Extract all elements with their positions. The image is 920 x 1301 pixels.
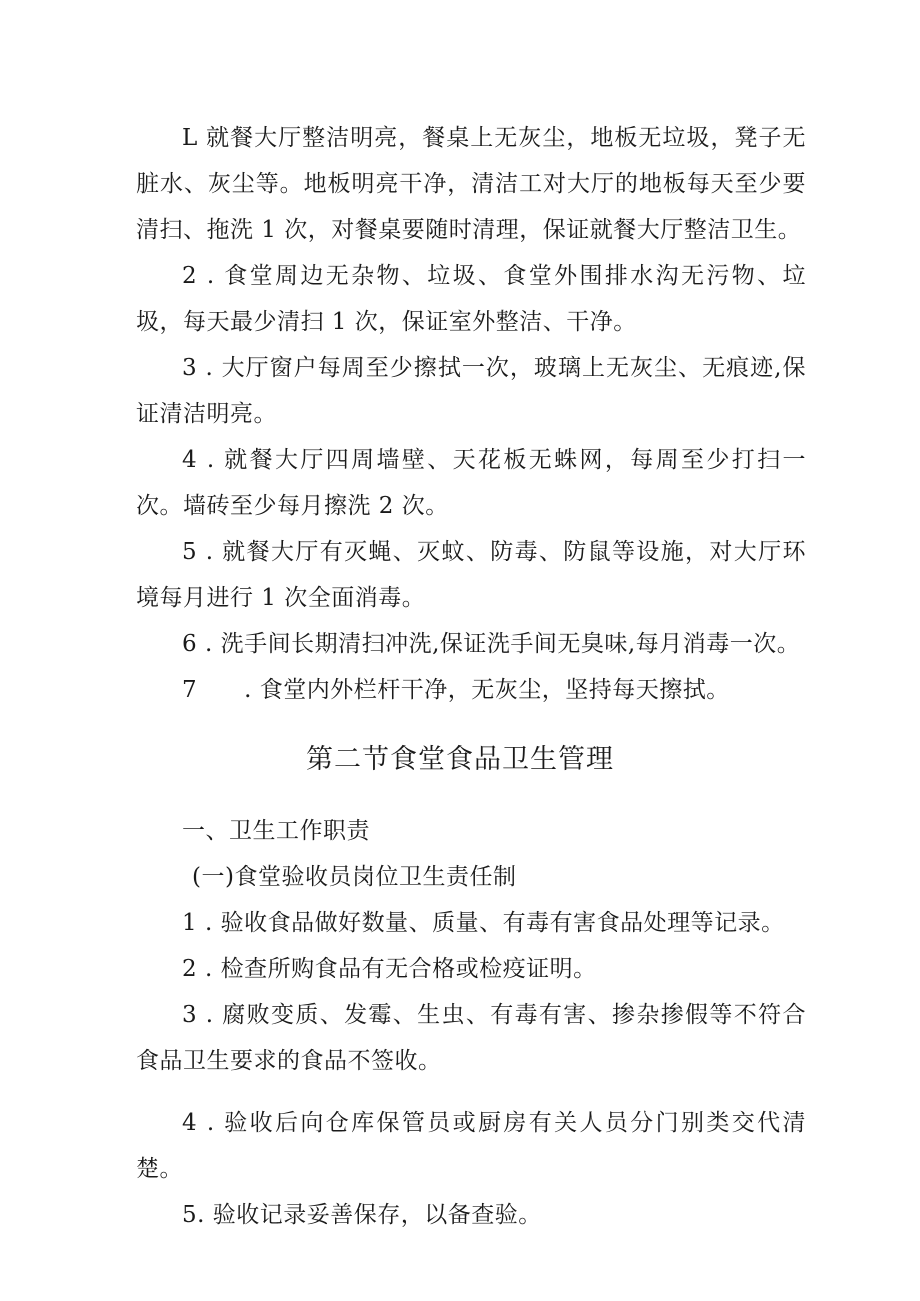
section1-item-3: 3 . 大厅窗户每周至少擦拭一次，玻璃上无灰尘、无痕迹,保证清洁明亮。 [136, 355, 806, 427]
section1-item-1: L 就餐大厅整洁明亮，餐桌上无灰尘，地板无垃圾，凳子无脏水、灰尘等。地板明亮干净，清洁工对大厅的地板每天至少要清扫、拖洗 1 次，对餐桌要随时清理，保证就餐大厅整洁卫生。 [136, 125, 806, 243]
section1-item-2: 2 . 食堂周边无杂物、垃圾、食堂外围排水沟无污物、垃圾，每天最少清扫 1 次，保证室外整洁、干净。 [136, 263, 806, 335]
section1-item-4: 4 . 就餐大厅四周墙壁、天花板无蛛网，每周至少打扫一次。墙砖至少每月擦洗 2 次。 [136, 447, 806, 519]
section2-subsubheading: (一)食堂验收员岗位卫生责任制 [192, 864, 517, 890]
section2-item-1: 1 . 验收食品做好数量、质量、有毒有害食品处理等记录。 [182, 910, 785, 936]
section1-body [136, 115, 806, 713]
section2-item-2: 2 . 检查所购食品有无合格或检疫证明。 [182, 956, 597, 982]
section2-item-5: 5. 验收记录妥善保存，以备查验。 [182, 1202, 542, 1228]
section2-title: 第二节食堂食品卫生管理 [306, 744, 614, 775]
section1-item-6: 6 . 洗手间长期清扫冲洗,保证洗手间无臭味,每月消毒一次。 [182, 631, 801, 657]
section1-item-7: 7 . 食堂内外栏杆干净，无灰尘，坚持每天擦拭。 [182, 677, 730, 703]
section2-item-3: 3 . 腐败变质、发霉、生虫、有毒有害、掺杂掺假等不符合食品卫生要求的食品不签收。 [136, 1002, 806, 1074]
section2-item-4: 4 . 验收后向仓库保管员或厨房有关人员分门别类交代清楚。 [136, 1110, 806, 1182]
section2-body [136, 808, 806, 1238]
section2-subheading: 一、卫生工作职责 [182, 818, 370, 844]
section1-item-5: 5 . 就餐大厅有灭蝇、灭蚊、防毒、防鼠等设施，对大厅环境每月进行 1 次全面消毒。 [136, 539, 806, 611]
